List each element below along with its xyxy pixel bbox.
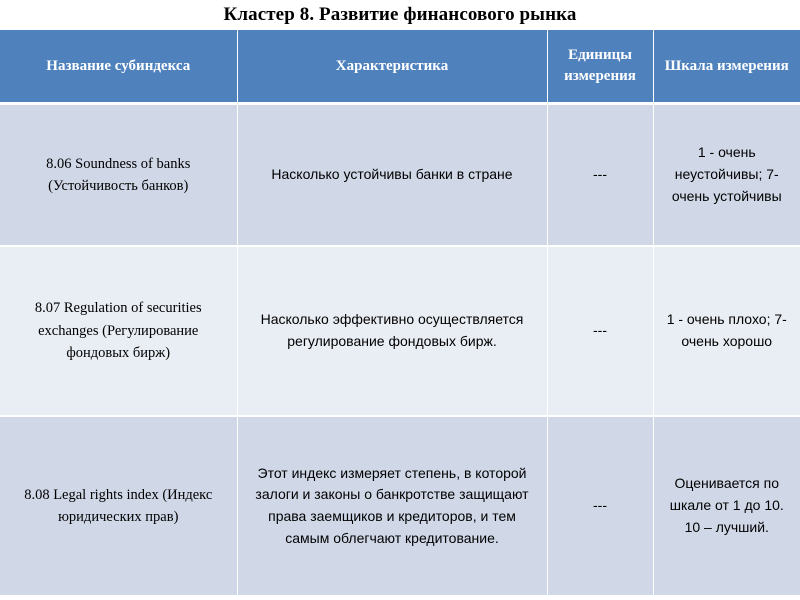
cell-scale: Оценивается по шкале от 1 до 10. 10 – лучший. bbox=[653, 416, 800, 595]
table-row bbox=[0, 416, 800, 595]
cell-subindex-name: 8.06 Soundness of banks (Устойчивость банков) bbox=[0, 104, 237, 247]
table-header-row bbox=[0, 30, 800, 104]
header-characteristic: Характеристика bbox=[237, 30, 547, 104]
table-row bbox=[0, 104, 800, 247]
header-units: Единицы измерения bbox=[547, 30, 653, 104]
cell-characteristic: Этот индекс измеряет степень, в которой залоги и законы о банкротстве защищают права заемщиков и кредиторов, и тем самым облегчают кредитование. bbox=[237, 416, 547, 595]
header-scale: Шкала измерения bbox=[653, 30, 800, 104]
header-name: Название субиндекса bbox=[0, 30, 237, 104]
subindex-table bbox=[0, 30, 800, 595]
cell-characteristic: Насколько устойчивы банки в стране bbox=[237, 104, 547, 247]
cell-characteristic: Насколько эффективно осуществляется регулирование фондовых бирж. bbox=[237, 246, 547, 416]
cell-units: --- bbox=[547, 104, 653, 247]
page-title: Кластер 8. Развитие финансового рынка bbox=[223, 4, 577, 25]
cell-scale: 1 - очень неустойчивы; 7-очень устойчивы bbox=[653, 104, 800, 247]
cell-subindex-name: 8.07 Regulation of securities exchanges (Регулирование фондовых бирж) bbox=[0, 246, 237, 416]
table-row bbox=[0, 246, 800, 416]
cell-subindex-name: 8.08 Legal rights index (Индекс юридических прав) bbox=[0, 416, 237, 595]
cell-scale: 1 - очень плохо; 7-очень хорошо bbox=[653, 246, 800, 416]
cell-units: --- bbox=[547, 416, 653, 595]
cell-units: --- bbox=[547, 246, 653, 416]
